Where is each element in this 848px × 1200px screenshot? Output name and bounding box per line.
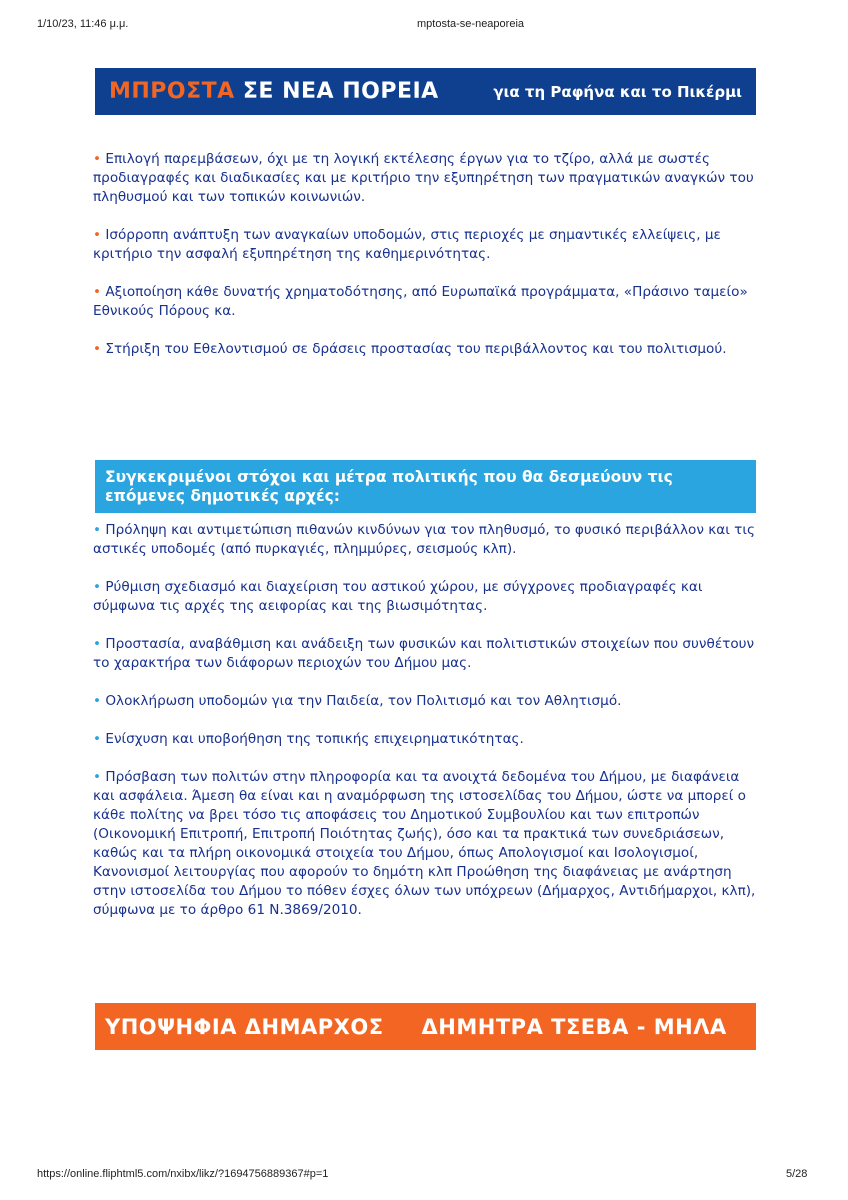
title-words-white: ΣΕ ΝΕΑ ΠΟΡΕΙΑ — [242, 79, 439, 104]
bullet-icon: • — [93, 693, 102, 709]
list-item — [93, 340, 763, 359]
bullet-icon: • — [93, 731, 102, 747]
bullet-text: Ολοκλήρωση υποδομών για την Παιδεία, τον Πολιτισμό και τον Αθλητισμό. — [105, 693, 622, 709]
bullet-text: Πρόσβαση των πολιτών στην πληροφορία και τα ανοιχτά δεδομένα του Δήμου, με διαφάνεια και ασφάλεια. Άμεση θα είναι και η αναμόρφωση της ιστοσελίδας του Δήμου, ώστε να μπορεί ο κάθε πολίτης να βρει τόσο τις αποφάσεις του Δημοτικού Συμβουλίου και των επιτροπών (Οικονομική Επιτροπή, Επιτροπή Ποιότητας ζωής), όσο και τα πρακτικά των συνεδριάσεων, καθώς και τα πλήρη οικονομικά στοιχεία του Δήμου, όπως Απολογισμοί και Ισολογισμοί, Κανονισμοί λειτουργίας που αφορούν το δημότη κλπ Προώθηση της διαφάνειας με ανάρτηση στην ιστοσελίδα του Δήμου το πόθεν έσχες όλων των υπόχρεων (Δήμαρχος, Αντιδήμαρχοι, κλπ), σύμφωνα με το άρθρο 61 Ν.3869/2010. — [93, 769, 756, 918]
list-item — [93, 578, 763, 616]
title-heading — [109, 79, 439, 104]
print-page-title: mptosta-se-neaporeia — [417, 18, 525, 30]
section-bullet-list — [93, 521, 763, 920]
list-item — [93, 768, 763, 920]
bullet-icon: • — [93, 636, 102, 652]
bullet-icon: • — [93, 522, 102, 538]
list-item — [93, 730, 763, 749]
bullet-icon: • — [93, 769, 102, 785]
bullet-text: Προστασία, αναβάθμιση και ανάδειξη των φυσικών και πολιτιστικών στοιχείων που συνθέτουν το χαρακτήρα των διάφορων περιοχών του Δήμου μας. — [93, 636, 755, 671]
bullet-text: Επιλογή παρεμβάσεων, όχι με τη λογική εκτέλεσης έργων για το τζίρο, αλλά με σωστές προδιαγραφές και διαδικασίες και με κριτήριο την εξυπηρέτηση των πραγματικών αναγκών του πληθυσμού και των τοπικών κοινωνιών. — [93, 151, 754, 205]
bullet-icon: • — [93, 227, 102, 243]
bullet-icon: • — [93, 341, 102, 357]
bullet-text: Στήριξη του Εθελοντισμού σε δράσεις προστασίας του περιβάλλοντος και του πολιτισμού. — [105, 341, 727, 357]
title-word-orange: ΜΠΡΟΣΤΑ — [109, 79, 235, 104]
list-item — [93, 226, 763, 264]
print-datetime: 1/10/23, 11:46 μ.μ. — [37, 18, 129, 30]
title-subtitle: για τη Ραφήνα και το Πικέρμι — [493, 82, 742, 101]
print-url: https://online.fliphtml5.com/nxibx/likz/?1694756889367#p=1 — [37, 1168, 329, 1180]
bullet-icon: • — [93, 151, 102, 167]
candidate-name: ΔΗΜΗΤΡΑ ΤΣΕΒΑ - ΜΗΛΑ — [421, 1014, 727, 1039]
candidate-banner — [95, 1003, 756, 1050]
title-banner — [95, 68, 756, 115]
top-bullet-list — [93, 150, 763, 359]
list-item — [93, 521, 763, 559]
section-banner — [95, 460, 756, 513]
bullet-icon: • — [93, 579, 102, 595]
bullet-text: Ενίσχυση και υποβοήθηση της τοπικής επιχειρηματικότητας. — [105, 731, 524, 747]
list-item — [93, 283, 763, 321]
bullet-icon: • — [93, 284, 102, 300]
list-item — [93, 692, 763, 711]
candidate-role: ΥΠΟΨΗΦΙΑ ΔΗΜΑΡΧΟΣ — [105, 1014, 384, 1039]
list-item — [93, 150, 763, 207]
bullet-text: Πρόληψη και αντιμετώπιση πιθανών κινδύνων για τον πληθυσμό, το φυσικό περιβάλλον και τις αστικές υποδομές (από πυρκαγιές, πλημμύρες, σεισμούς κλπ). — [93, 522, 755, 557]
bullet-text: Ρύθμιση σχεδιασμό και διαχείριση του αστικού χώρου, με σύγχρονες προδιαγραφές και σύμφωνα τις αρχές της αειφορίας και της βιωσιμότητας. — [93, 579, 703, 614]
section-heading: Συγκεκριμένοι στόχοι και μέτρα πολιτικής που θα δεσμεύουν τις επόμενες δημοτικές αρχές: — [105, 467, 673, 505]
list-item — [93, 635, 763, 673]
bullet-text: Αξιοποίηση κάθε δυνατής χρηματοδότησης, από Ευρωπαϊκά προγράμματα, «Πράσινο ταμείο» Εθνικούς Πόρους κα. — [93, 284, 748, 319]
bullet-text: Ισόρροπη ανάπτυξη των αναγκαίων υποδομών, στις περιοχές με σημαντικές ελλείψεις, με κριτήριο την ασφαλή εξυπηρέτηση της καθημερινότητας. — [93, 227, 721, 262]
print-page-counter: 5/28 — [786, 1168, 808, 1180]
